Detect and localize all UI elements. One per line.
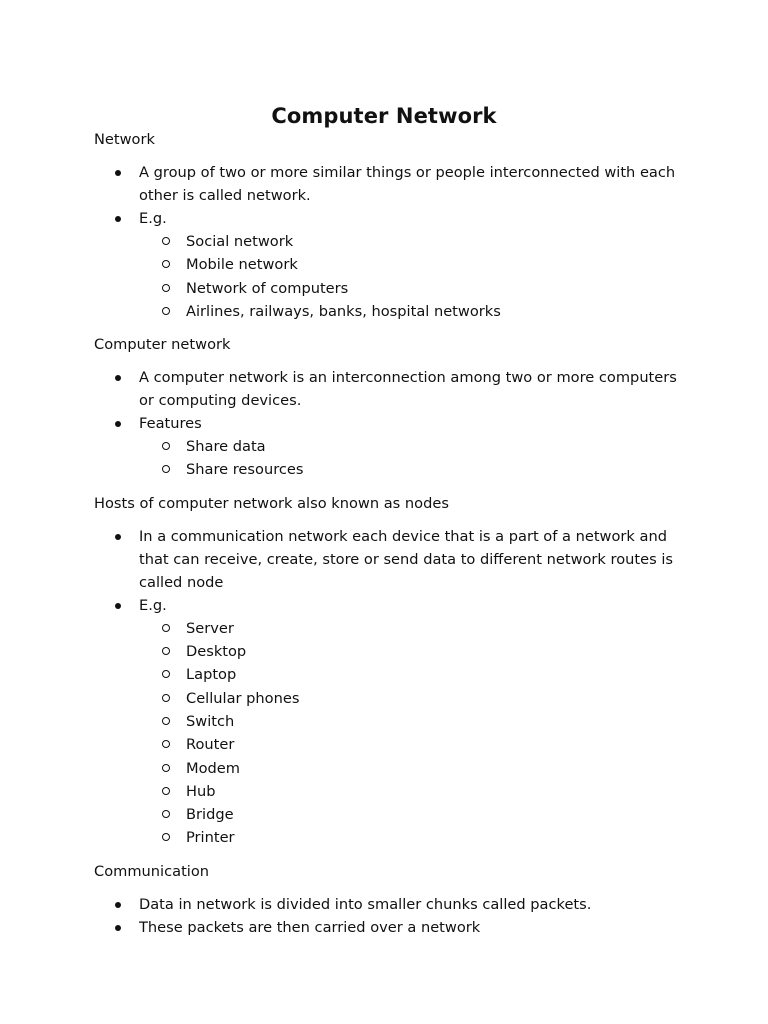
sub-list-item: Cellular phones (94, 687, 694, 710)
bullet-list (94, 893, 694, 939)
bullet-item (94, 893, 694, 916)
bullet-text: These packets are then carried over a network (139, 918, 481, 936)
bullet-item (94, 525, 694, 594)
sub-list (94, 617, 694, 850)
sub-list-item: Server (94, 617, 694, 640)
bullet-item (94, 916, 694, 939)
sub-list-item: Mobile network (94, 253, 694, 276)
sub-list-item: Hub (94, 780, 694, 803)
sub-list-item: Modem (94, 757, 694, 780)
sub-list-item: Network of computers (94, 277, 694, 300)
section-heading: Hosts of computer network also known as nodes (94, 494, 449, 512)
bullet-text: Data in network is divided into smaller chunks called packets. (139, 895, 592, 913)
bullet-text: Features (139, 415, 202, 433)
bullet-item (94, 161, 694, 207)
sub-list-item: Bridge (94, 803, 694, 826)
sub-list-item: Router (94, 733, 694, 756)
sub-list-item: Airlines, railways, banks, hospital networks (94, 300, 694, 323)
sub-list-item: Share resources (94, 458, 694, 481)
document-section (94, 333, 694, 482)
sub-list-item: Laptop (94, 663, 694, 686)
bullet-item (94, 412, 694, 435)
sub-list-item: Desktop (94, 640, 694, 663)
document-body (94, 128, 694, 949)
sub-list (94, 230, 694, 323)
sub-list-item: Share data (94, 435, 694, 458)
bullet-text: E.g. (139, 210, 167, 227)
document-section (94, 128, 694, 323)
bullet-list (94, 161, 694, 323)
bullet-text: In a communication network each device that is a part of a network and that can receive, create, store or send data to different network routes is called node (139, 527, 673, 591)
bullet-text: A group of two or more similar things or people interconnected with each other is called network. (139, 164, 676, 204)
sub-list-item: Printer (94, 826, 694, 849)
section-heading: Communication (94, 862, 210, 880)
sub-list-item: Switch (94, 710, 694, 733)
document-title: Computer Network (271, 104, 497, 129)
bullet-item (94, 594, 694, 617)
bullet-list (94, 525, 694, 850)
bullet-item (94, 207, 694, 230)
section-heading: Network (94, 131, 155, 148)
bullet-item (94, 366, 694, 412)
document-section (94, 860, 694, 939)
bullet-list (94, 366, 694, 482)
document-section (94, 492, 694, 850)
bullet-text: E.g. (139, 596, 167, 614)
sub-list-item: Social network (94, 230, 694, 253)
bullet-text: A computer network is an interconnection among two or more computers or computing devices. (139, 369, 677, 410)
sub-list (94, 435, 694, 482)
section-heading: Computer network (94, 336, 231, 354)
